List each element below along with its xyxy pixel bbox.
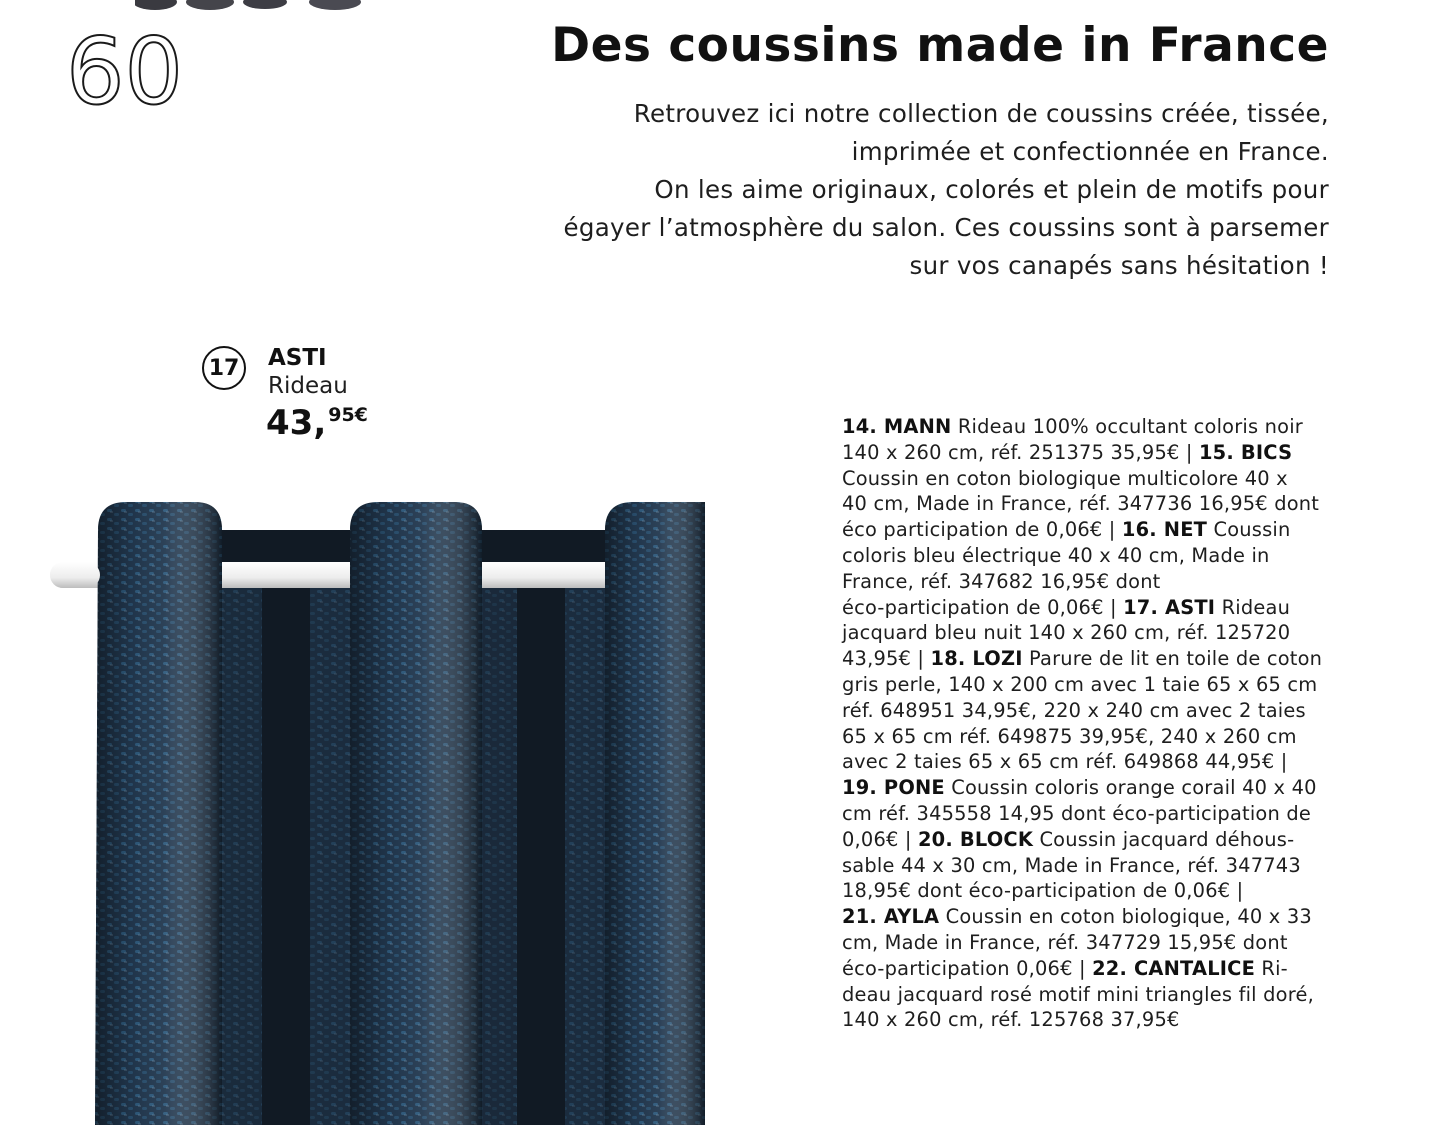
details-text: Coussin en coton biologique, 40 x 33 xyxy=(939,905,1312,929)
details-text: Parure de lit en toile de coton xyxy=(1022,647,1323,671)
details-line xyxy=(842,775,1342,801)
details-text: gris perle, 140 x 200 cm avec 1 taie 65 x 65 cm xyxy=(842,672,1318,696)
details-line xyxy=(842,543,1342,569)
details-text: Ri- xyxy=(1255,956,1288,980)
details-text: cm, Made in France, réf. 347729 15,95€ dont xyxy=(842,930,1288,954)
details-text: 65 x 65 cm réf. 649875 39,95€, 240 x 260 cm xyxy=(842,724,1297,748)
price-decimal: 95€ xyxy=(328,404,368,426)
details-text: France, réf. 347682 16,95€ dont xyxy=(842,569,1161,593)
details-text: Rideau xyxy=(1215,595,1291,619)
details-text: 18,95€ dont éco-participation de 0,06€ | xyxy=(842,879,1244,903)
product-ref-name: 16. NET xyxy=(1121,518,1208,542)
details-text: 0,06€ | xyxy=(842,827,918,851)
details-text: réf. 648951 34,95€, 220 x 240 cm avec 2 taies xyxy=(842,698,1306,722)
intro-line: sur vos canapés sans hésitation ! xyxy=(909,251,1329,280)
cropped-photo-edge xyxy=(135,0,375,12)
intro-line: imprimée et confectionnée en France. xyxy=(851,137,1329,166)
curtain-photo xyxy=(50,490,710,1125)
product-ref-name: 20. BLOCK xyxy=(917,827,1034,851)
product-number-badge: 17 xyxy=(202,346,246,390)
details-text: Coussin xyxy=(1207,518,1291,542)
details-text: éco participation de 0,06€ | xyxy=(842,518,1122,542)
product-details-list xyxy=(842,414,1342,1033)
intro-paragraph xyxy=(469,95,1329,285)
details-text: cm réf. 345558 14,95 dont éco-participation de xyxy=(842,801,1311,825)
product-ref-name: 14. MANN xyxy=(842,415,952,438)
details-line xyxy=(842,440,1342,466)
details-text: Coussin en coton biologique multicolore 40 x xyxy=(842,466,1288,490)
details-text: deau jacquard rosé motif mini triangles fil doré, xyxy=(842,982,1314,1006)
product-type: Rideau xyxy=(268,373,348,399)
product-name: ASTI xyxy=(268,345,327,371)
details-line xyxy=(842,853,1342,879)
details-text: éco-participation 0,06€ | xyxy=(842,956,1093,980)
product-ref-name: 15. BICS xyxy=(1198,440,1293,464)
details-text: jacquard bleu nuit 140 x 260 cm, réf. 125720 xyxy=(842,621,1291,645)
details-line xyxy=(842,569,1342,595)
product-ref-name: 19. PONE xyxy=(842,776,945,800)
details-text: 43,95€ | xyxy=(842,647,931,671)
details-text: 40 cm, Made in France, réf. 347736 16,95€ dont xyxy=(842,492,1320,516)
details-line xyxy=(842,672,1342,698)
details-line xyxy=(842,724,1342,750)
details-line xyxy=(842,698,1342,724)
product-ref-name: 22. CANTALICE xyxy=(1092,956,1256,980)
page-number: 60 xyxy=(66,18,184,125)
details-line xyxy=(842,801,1342,827)
details-text: Coussin coloris orange corail 40 x 40 xyxy=(944,776,1317,800)
details-text: 140 x 260 cm, réf. 251375 35,95€ | xyxy=(842,440,1199,464)
details-line xyxy=(842,595,1342,621)
details-text: 140 x 260 cm, réf. 125768 37,95€ xyxy=(842,1008,1180,1032)
product-ref-name: 21. AYLA xyxy=(842,905,940,929)
details-line xyxy=(842,466,1342,492)
details-line xyxy=(842,982,1342,1008)
details-text: avec 2 taies 65 x 65 cm réf. 649868 44,95€ | xyxy=(842,750,1288,774)
details-text: éco-participation de 0,06€ | xyxy=(842,595,1124,619)
details-line xyxy=(842,1007,1342,1033)
product-ref-name: 18. LOZI xyxy=(930,647,1023,671)
details-line xyxy=(842,646,1342,672)
details-text: Rideau 100% occultant coloris noir xyxy=(951,415,1303,438)
details-line xyxy=(842,749,1342,775)
details-line xyxy=(842,414,1342,440)
details-line xyxy=(842,904,1342,930)
intro-line: égayer l’atmosphère du salon. Ces coussins sont à parsemer xyxy=(563,213,1329,242)
details-text: coloris bleu électrique 40 x 40 cm, Made in xyxy=(842,543,1270,567)
details-line xyxy=(842,878,1342,904)
details-text: Coussin jacquard déhous- xyxy=(1033,827,1295,851)
details-text: sable 44 x 30 cm, Made in France, réf. 347743 xyxy=(842,853,1301,877)
product-price xyxy=(266,403,368,443)
details-line xyxy=(842,956,1342,982)
details-line xyxy=(842,620,1342,646)
price-integer: 43, xyxy=(266,403,327,443)
intro-line: Retrouvez ici notre collection de coussins créée, tissée, xyxy=(633,99,1329,128)
details-line xyxy=(842,827,1342,853)
details-line xyxy=(842,517,1342,543)
product-ref-name: 17. ASTI xyxy=(1123,595,1216,619)
details-line xyxy=(842,491,1342,517)
intro-line: On les aime originaux, colorés et plein de motifs pour xyxy=(654,175,1329,204)
page-title: Des coussins made in France xyxy=(551,18,1329,73)
details-line xyxy=(842,930,1342,956)
